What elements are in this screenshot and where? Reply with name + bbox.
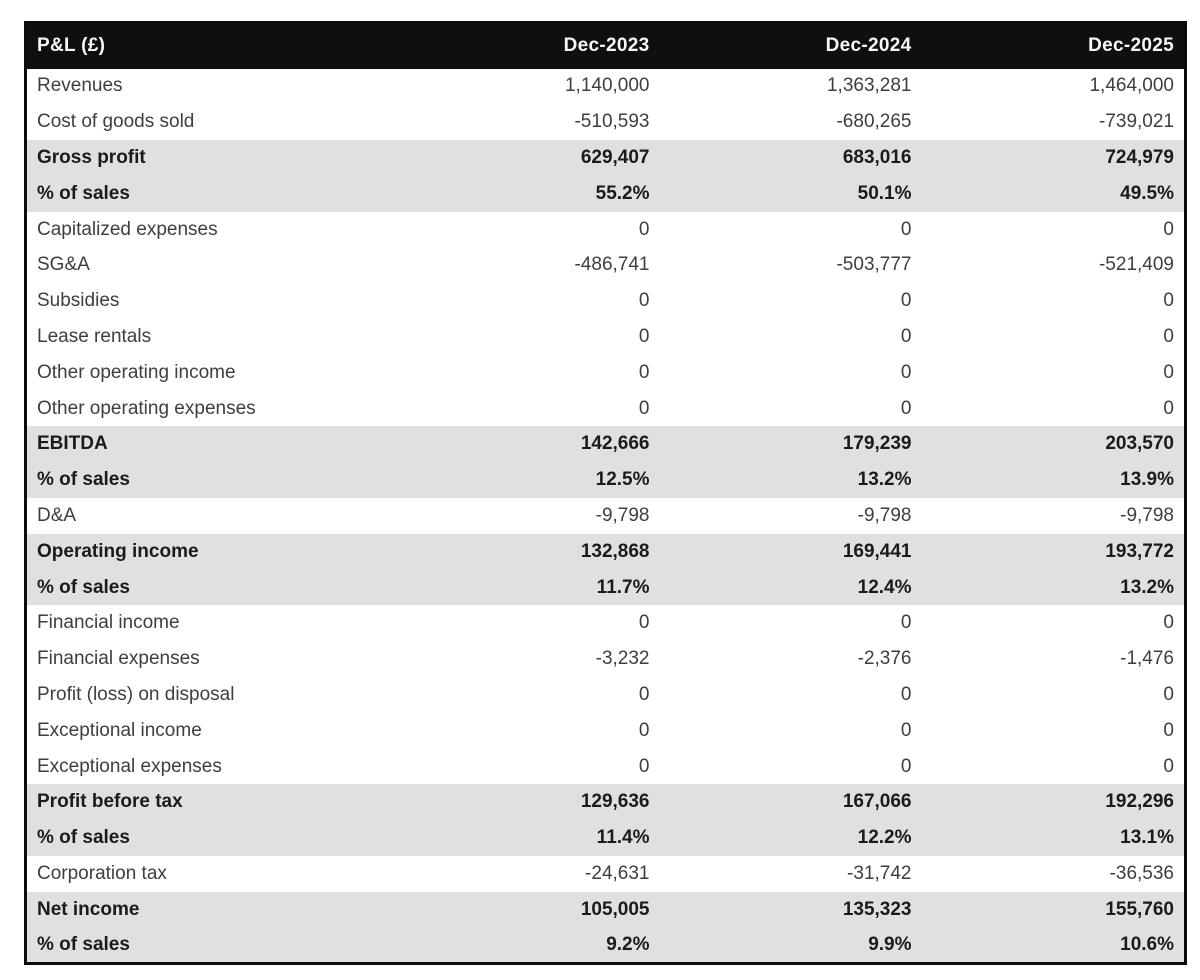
value-cell-dec-2023: 0 bbox=[398, 749, 660, 785]
table-row bbox=[26, 677, 1186, 713]
table-body bbox=[26, 69, 1186, 964]
value-cell-dec-2025: 0 bbox=[922, 749, 1186, 785]
table-row bbox=[26, 570, 1186, 606]
value-cell-dec-2024: 0 bbox=[660, 749, 922, 785]
value-cell-dec-2025: 203,570 bbox=[922, 426, 1186, 462]
table-row bbox=[26, 641, 1186, 677]
table-row bbox=[26, 856, 1186, 892]
value-cell-dec-2024: 683,016 bbox=[660, 140, 922, 176]
table-row bbox=[26, 820, 1186, 856]
value-cell-dec-2025: 1,464,000 bbox=[922, 69, 1186, 105]
table-row bbox=[26, 391, 1186, 427]
table-row bbox=[26, 928, 1186, 964]
value-cell-dec-2023: 0 bbox=[398, 391, 660, 427]
value-cell-dec-2023: 0 bbox=[398, 605, 660, 641]
row-label-cell: Exceptional income bbox=[26, 713, 398, 749]
value-cell-dec-2025: -36,536 bbox=[922, 856, 1186, 892]
row-label-cell: % of sales bbox=[26, 176, 398, 212]
table-row bbox=[26, 462, 1186, 498]
row-label-cell: SG&A bbox=[26, 247, 398, 283]
value-cell-dec-2024: -31,742 bbox=[660, 856, 922, 892]
table-row bbox=[26, 355, 1186, 391]
row-label-cell: Cost of goods sold bbox=[26, 104, 398, 140]
value-cell-dec-2024: 0 bbox=[660, 212, 922, 248]
value-cell-dec-2025: 0 bbox=[922, 713, 1186, 749]
header-row bbox=[26, 23, 1186, 69]
table-row bbox=[26, 176, 1186, 212]
row-label-cell: Revenues bbox=[26, 69, 398, 105]
table-row bbox=[26, 892, 1186, 928]
row-label-cell: Gross profit bbox=[26, 140, 398, 176]
header-cell-pnl-currency: P&L (£) bbox=[26, 23, 398, 69]
table-row bbox=[26, 426, 1186, 462]
table-row bbox=[26, 247, 1186, 283]
row-label-cell: Corporation tax bbox=[26, 856, 398, 892]
value-cell-dec-2024: 9.9% bbox=[660, 928, 922, 964]
value-cell-dec-2024: -680,265 bbox=[660, 104, 922, 140]
value-cell-dec-2023: -486,741 bbox=[398, 247, 660, 283]
value-cell-dec-2025: 193,772 bbox=[922, 534, 1186, 570]
value-cell-dec-2023: 129,636 bbox=[398, 784, 660, 820]
value-cell-dec-2025: -1,476 bbox=[922, 641, 1186, 677]
table-row bbox=[26, 534, 1186, 570]
row-label-cell: Capitalized expenses bbox=[26, 212, 398, 248]
value-cell-dec-2025: 724,979 bbox=[922, 140, 1186, 176]
row-label-cell: Subsidies bbox=[26, 283, 398, 319]
row-label-cell: EBITDA bbox=[26, 426, 398, 462]
value-cell-dec-2024: 0 bbox=[660, 677, 922, 713]
value-cell-dec-2024: 50.1% bbox=[660, 176, 922, 212]
value-cell-dec-2025: -521,409 bbox=[922, 247, 1186, 283]
value-cell-dec-2024: 135,323 bbox=[660, 892, 922, 928]
value-cell-dec-2024: 169,441 bbox=[660, 534, 922, 570]
value-cell-dec-2025: 192,296 bbox=[922, 784, 1186, 820]
value-cell-dec-2025: 0 bbox=[922, 677, 1186, 713]
value-cell-dec-2023: -510,593 bbox=[398, 104, 660, 140]
pnl-table bbox=[24, 21, 1187, 965]
table-row bbox=[26, 713, 1186, 749]
value-cell-dec-2024: 12.2% bbox=[660, 820, 922, 856]
value-cell-dec-2025: 49.5% bbox=[922, 176, 1186, 212]
value-cell-dec-2025: 13.2% bbox=[922, 570, 1186, 606]
value-cell-dec-2024: -2,376 bbox=[660, 641, 922, 677]
row-label-cell: Financial income bbox=[26, 605, 398, 641]
row-label-cell: Profit (loss) on disposal bbox=[26, 677, 398, 713]
row-label-cell: Profit before tax bbox=[26, 784, 398, 820]
row-label-cell: Exceptional expenses bbox=[26, 749, 398, 785]
header-cell-dec-2025: Dec-2025 bbox=[922, 23, 1186, 69]
value-cell-dec-2024: 0 bbox=[660, 391, 922, 427]
row-label-cell: % of sales bbox=[26, 570, 398, 606]
value-cell-dec-2023: -3,232 bbox=[398, 641, 660, 677]
value-cell-dec-2024: 0 bbox=[660, 355, 922, 391]
value-cell-dec-2024: 12.4% bbox=[660, 570, 922, 606]
value-cell-dec-2023: 132,868 bbox=[398, 534, 660, 570]
value-cell-dec-2023: 142,666 bbox=[398, 426, 660, 462]
row-label-cell: Financial expenses bbox=[26, 641, 398, 677]
value-cell-dec-2025: 0 bbox=[922, 283, 1186, 319]
table-row bbox=[26, 69, 1186, 105]
value-cell-dec-2023: 55.2% bbox=[398, 176, 660, 212]
value-cell-dec-2024: 167,066 bbox=[660, 784, 922, 820]
value-cell-dec-2024: -503,777 bbox=[660, 247, 922, 283]
value-cell-dec-2024: 179,239 bbox=[660, 426, 922, 462]
value-cell-dec-2023: 105,005 bbox=[398, 892, 660, 928]
row-label-cell: % of sales bbox=[26, 462, 398, 498]
value-cell-dec-2025: 13.9% bbox=[922, 462, 1186, 498]
value-cell-dec-2024: 0 bbox=[660, 319, 922, 355]
value-cell-dec-2023: 0 bbox=[398, 283, 660, 319]
value-cell-dec-2025: 0 bbox=[922, 319, 1186, 355]
row-label-cell: % of sales bbox=[26, 928, 398, 964]
value-cell-dec-2023: 11.4% bbox=[398, 820, 660, 856]
table-row bbox=[26, 140, 1186, 176]
row-label-cell: Operating income bbox=[26, 534, 398, 570]
value-cell-dec-2025: 155,760 bbox=[922, 892, 1186, 928]
row-label-cell: Other operating expenses bbox=[26, 391, 398, 427]
table-row bbox=[26, 212, 1186, 248]
table-row bbox=[26, 749, 1186, 785]
value-cell-dec-2025: 13.1% bbox=[922, 820, 1186, 856]
table-row bbox=[26, 784, 1186, 820]
value-cell-dec-2023: 0 bbox=[398, 355, 660, 391]
table-row bbox=[26, 319, 1186, 355]
row-label-cell: Net income bbox=[26, 892, 398, 928]
value-cell-dec-2023: -24,631 bbox=[398, 856, 660, 892]
value-cell-dec-2023: 12.5% bbox=[398, 462, 660, 498]
value-cell-dec-2023: 1,140,000 bbox=[398, 69, 660, 105]
value-cell-dec-2024: 0 bbox=[660, 713, 922, 749]
row-label-cell: Other operating income bbox=[26, 355, 398, 391]
header-cell-dec-2024: Dec-2024 bbox=[660, 23, 922, 69]
value-cell-dec-2025: 0 bbox=[922, 605, 1186, 641]
value-cell-dec-2023: 0 bbox=[398, 677, 660, 713]
row-label-cell: D&A bbox=[26, 498, 398, 534]
value-cell-dec-2025: 10.6% bbox=[922, 928, 1186, 964]
table-row bbox=[26, 104, 1186, 140]
value-cell-dec-2023: 0 bbox=[398, 212, 660, 248]
value-cell-dec-2025: 0 bbox=[922, 212, 1186, 248]
value-cell-dec-2025: 0 bbox=[922, 391, 1186, 427]
value-cell-dec-2024: 13.2% bbox=[660, 462, 922, 498]
header-cell-dec-2023: Dec-2023 bbox=[398, 23, 660, 69]
row-label-cell: % of sales bbox=[26, 820, 398, 856]
table-header bbox=[26, 23, 1186, 69]
value-cell-dec-2024: 1,363,281 bbox=[660, 69, 922, 105]
value-cell-dec-2025: -9,798 bbox=[922, 498, 1186, 534]
table-row bbox=[26, 498, 1186, 534]
table-row bbox=[26, 283, 1186, 319]
value-cell-dec-2023: 629,407 bbox=[398, 140, 660, 176]
value-cell-dec-2023: -9,798 bbox=[398, 498, 660, 534]
value-cell-dec-2023: 11.7% bbox=[398, 570, 660, 606]
row-label-cell: Lease rentals bbox=[26, 319, 398, 355]
value-cell-dec-2024: -9,798 bbox=[660, 498, 922, 534]
value-cell-dec-2024: 0 bbox=[660, 283, 922, 319]
value-cell-dec-2024: 0 bbox=[660, 605, 922, 641]
value-cell-dec-2023: 0 bbox=[398, 319, 660, 355]
value-cell-dec-2023: 9.2% bbox=[398, 928, 660, 964]
table-row bbox=[26, 605, 1186, 641]
value-cell-dec-2025: 0 bbox=[922, 355, 1186, 391]
value-cell-dec-2023: 0 bbox=[398, 713, 660, 749]
value-cell-dec-2025: -739,021 bbox=[922, 104, 1186, 140]
pnl-statement bbox=[24, 21, 1187, 965]
